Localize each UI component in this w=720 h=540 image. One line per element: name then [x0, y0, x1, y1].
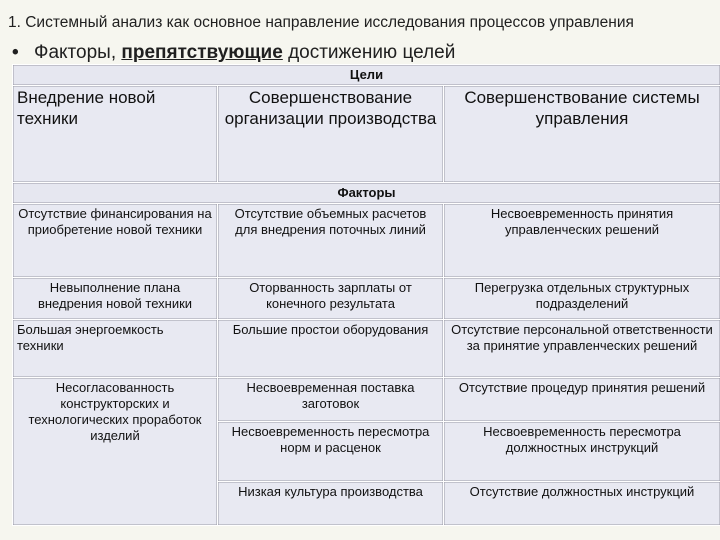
slide-title: 1. Системный анализ как основное направление исследования процессов управления: [8, 14, 634, 31]
factor-row: [13, 203, 720, 277]
factor-cell: Оторванность зарплаты от конечного результата: [218, 277, 444, 319]
factor-cell: Большие простои оборудования: [218, 319, 444, 377]
factor-cell: Отсутствие процедур принятия решений: [444, 377, 720, 421]
factor-cell: Несвоевременность принятия управленческих решений: [444, 203, 720, 277]
factors-table: [12, 64, 720, 526]
factor-cell: Несвоевременность пересмотра норм и расценок: [218, 421, 444, 481]
factor-cell: Несвоевременность пересмотра должностных инструкций: [444, 421, 720, 481]
bullet-line: [12, 42, 712, 62]
goals-row: [13, 85, 720, 182]
bullet-bold-word: препятствующие: [121, 42, 283, 62]
goals-header-row: [13, 65, 720, 86]
factor-cell: Низкая культура производства: [218, 481, 444, 525]
goal-cell: Внедрение новой техники: [13, 85, 218, 182]
factor-row: [13, 319, 720, 377]
factor-cell: Невыполнение плана внедрения новой техники: [13, 277, 218, 319]
goal-cell: Совершенствование организации производства: [218, 85, 444, 182]
factor-cell: Отсутствие должностных инструкций: [444, 481, 720, 525]
factor-cell: Отсутствие объемных расчетов для внедрения поточных линий: [218, 203, 444, 277]
goal-cell: Совершенствование системы управления: [444, 85, 720, 182]
factors-header: Факторы: [13, 182, 720, 203]
factor-cell: Несогласованность конструкторских и технологических проработок изделий: [13, 377, 218, 525]
bullet-suffix: достижению целей: [282, 42, 456, 62]
factor-cell: Перегрузка отдельных структурных подразделений: [444, 277, 720, 319]
bullet-symbol: •: [12, 42, 19, 62]
factor-row: [13, 377, 720, 421]
factor-cell: Отсутствие персональной ответственности за принятие управленческих решений: [444, 319, 720, 377]
goals-header: Цели: [13, 65, 720, 86]
factor-cell: Отсутствие финансирования на приобретение новой техники: [13, 203, 218, 277]
factors-header-row: [13, 182, 720, 203]
factor-row: [13, 277, 720, 319]
factor-cell: Несвоевременная поставка заготовок: [218, 377, 444, 421]
factor-cell: Большая энергоемкость техники: [13, 319, 218, 377]
bullet-prefix: Факторы,: [34, 42, 122, 62]
